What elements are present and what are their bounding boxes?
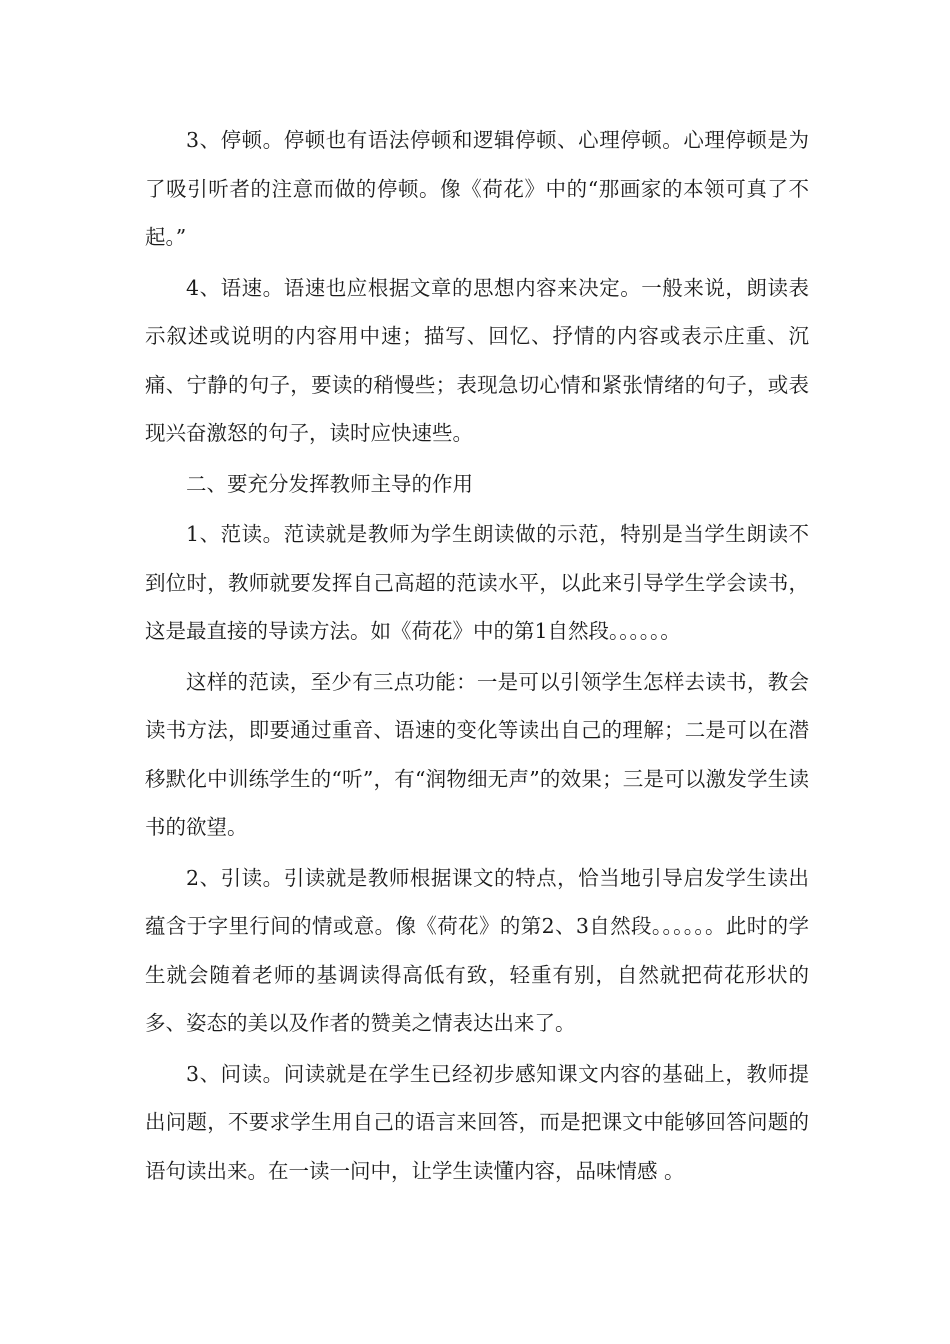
paragraph-guided-reading: 2、引读。引读就是教师根据课文的特点，恰当地引导启发学生读出蕴含于字里行间的情或意。像《荷花》的第2、3自然段。。。。。。此时的学生就会随着老师的基调读得高低有致，轻重有别，自然就把荷花形状的多、姿态的美以及作者的赞美之情表达出来了。 — [145, 865, 809, 1035]
paragraph-question-reading: 3、问读。问读就是在学生已经初步感知课文内容的基础上，教师提出问题，不要求学生用自己的语言来回答，而是把课文中能够回答问题的语句读出来。在一读一问中，让学生读懂内容，品味情感 。 — [145, 1061, 809, 1183]
paragraph-model-reading-functions: 这样的范读，至少有三点功能：一是可以引领学生怎样去读书，教会读书方法，即要通过重音、语速的变化等读出自己的理解；二是可以在潜移默化中训练学生的“听”，有“润物细无声”的效果；三是可以激发学生读书的欲望。 — [145, 669, 809, 839]
section-heading-teacher-role: 二、要充分发挥教师主导的作用 — [186, 471, 473, 496]
paragraph-model-reading: 1、范读。范读就是教师为学生朗读做的示范，特别是当学生朗读不到位时，教师就要发挥自己高超的范读水平，以此来引导学生学会读书，这是最直接的导读方法。如《荷花》中的第1自然段。。。。。。 — [145, 522, 809, 643]
paragraph-pause: 3、停顿。停顿也有语法停顿和逻辑停顿、心理停顿。心理停顿是为了吸引听者的注意而做的停顿。像《荷花》中的“那画家的本领可真了不起。” — [145, 128, 809, 249]
paragraph-speed: 4、语速。语速也应根据文章的思想内容来决定。一般来说，朗读表示叙述或说明的内容用中速；描写、回忆、抒情的内容或表示庄重、沉痛、宁静的句子，要读的稍慢些；表现急切心情和紧张情绪的句子，或表现兴奋激怒的句子，读时应快速些。 — [145, 275, 809, 445]
document-body — [145, 116, 809, 1197]
